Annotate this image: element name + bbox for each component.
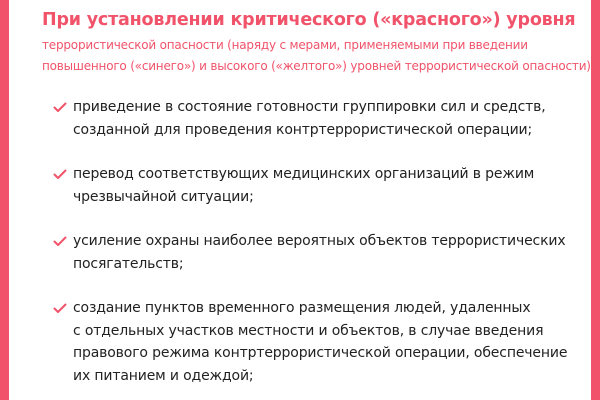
checkmark-icon <box>53 102 67 113</box>
list-item <box>53 163 583 208</box>
measures-list <box>53 96 583 400</box>
subtitle <box>42 35 595 77</box>
checkmark-icon <box>53 236 67 247</box>
list-item <box>53 96 583 141</box>
subtitle-line-2: повышенного («синего») и высокого («желтого») уровней террористической опасности): <box>42 59 595 73</box>
list-item-text: усиление охраны наиболее вероятных объектов террористических посягательств; <box>73 233 566 272</box>
list-item <box>53 230 583 275</box>
list-item-text: создание пунктов временного размещения людей, удаленных с отдельных участков местности и объектов, в случае введения правового режима контртеррористической операции, обеспечение их питанием и одеждой; <box>73 300 568 384</box>
checkmark-icon <box>53 169 67 180</box>
list-item <box>53 297 583 387</box>
subtitle-line-1: террористической опасности (наряду с мерами, применяемыми при введении <box>42 38 528 52</box>
list-item-text: приведение в состояние готовности группировки сил и средств, созданной для проведения контртеррористической операции; <box>73 99 546 138</box>
list-item-text: перевод соответствующих медицинских организаций в режим чрезвычайной ситуации; <box>73 166 535 205</box>
header <box>42 9 595 77</box>
page-title: При установлении критического («красного») уровня <box>42 10 576 30</box>
checkmark-icon <box>53 303 67 314</box>
